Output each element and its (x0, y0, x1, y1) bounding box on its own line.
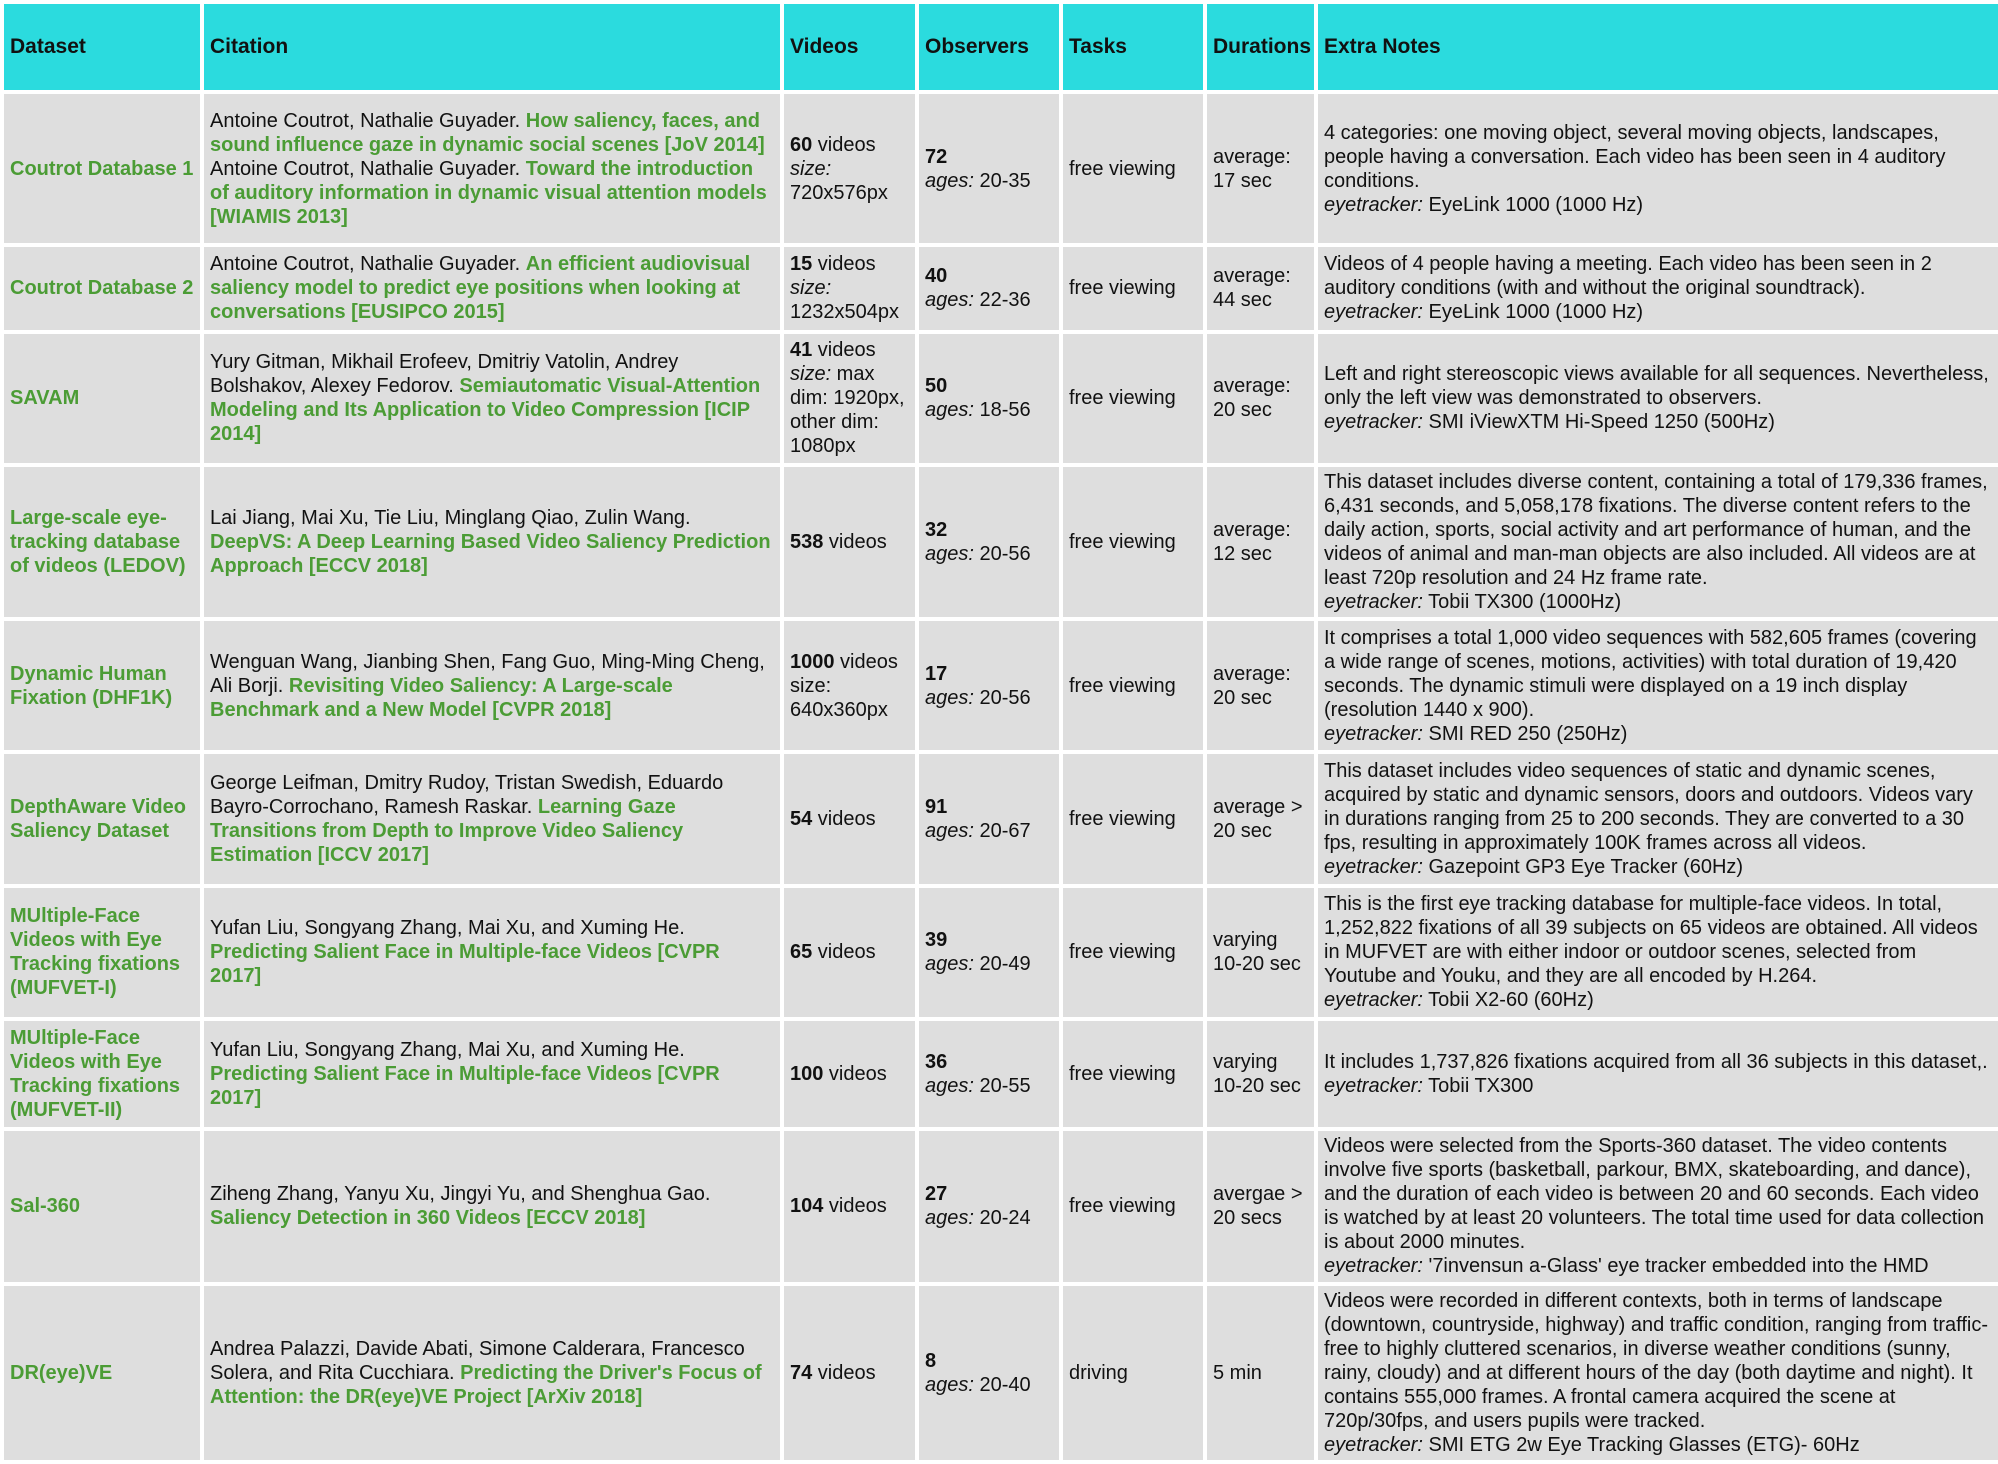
task-cell: free viewing (1063, 754, 1203, 883)
video-size-label: size: (790, 157, 832, 180)
extra-notes-cell (1318, 467, 1998, 617)
task-cell: free viewing (1063, 888, 1203, 1017)
task-cell: free viewing (1063, 247, 1203, 329)
task-cell: free viewing (1063, 94, 1203, 243)
video-count: 74 (790, 1361, 813, 1384)
table-row (4, 1286, 1998, 1460)
observer-ages-label: ages: (925, 820, 974, 843)
video-size-label: size: (790, 363, 832, 386)
citation-paper-link[interactable]: Predicting Salient Face in Multiple-face Videos [CVPR 2017] (210, 1063, 720, 1110)
table-row (4, 334, 1998, 463)
video-count: 100 (790, 1063, 824, 1086)
eyetracker-label: eyetracker: (1324, 722, 1423, 745)
duration-cell: varying 10-20 sec (1207, 1021, 1314, 1127)
observer-ages-value: 20-56 (973, 542, 1031, 565)
observer-ages-line (925, 169, 1053, 193)
observer-ages-line (925, 819, 1053, 843)
extra-notes-cell (1318, 888, 1998, 1017)
videos-cell (784, 94, 915, 243)
notes-text: It includes 1,737,826 fixations acquired from all 36 subjects in this dataset,. (1324, 1051, 1988, 1074)
observer-ages-line (925, 398, 1053, 422)
citation-entry (210, 252, 774, 324)
observer-count: 50 (925, 375, 948, 398)
citation-paper-link[interactable]: Saliency Detection in 360 Videos [ECCV 2018] (210, 1207, 646, 1230)
citation-cell (204, 334, 780, 463)
eyetracker-value: SMI iViewXTM Hi-Speed 1250 (500Hz) (1422, 411, 1775, 434)
observer-count: 39 (925, 929, 948, 952)
video-count: 41 (790, 339, 813, 362)
dataset-name-cell: Coutrot Database 2 (4, 247, 200, 329)
observers-cell (919, 621, 1059, 750)
citation-entry (210, 771, 774, 867)
video-count-unit: videos (812, 808, 876, 831)
citation-cell (204, 94, 780, 243)
extra-notes-cell (1318, 334, 1998, 463)
eyetracker-value: EyeLink 1000 (1000 Hz) (1422, 193, 1644, 216)
duration-cell: average: 12 sec (1207, 467, 1314, 617)
citation-entry (210, 1337, 774, 1409)
extra-notes-cell (1318, 621, 1998, 750)
notes-text: Left and right stereoscopic views available for all sequences. Nevertheless, only the left view was demonstrated to observers. (1324, 363, 1989, 410)
videos-cell (784, 888, 915, 1017)
duration-cell: average > 20 sec (1207, 754, 1314, 883)
notes-text: This dataset includes diverse content, containing a total of 179,336 frames, 6,431 seconds, and 5,058,178 fixations. The diverse content refers to the daily action, sports, social activity and art performance of human, and the videos of animal and man-man objects are also included. All videos are at least 720p resolution and 24 Hz frame rate. (1324, 470, 1988, 589)
observer-ages-line (925, 1206, 1053, 1230)
eyetracker-line (1324, 300, 1992, 324)
video-count-unit: videos (823, 530, 887, 553)
video-count-unit: videos (823, 1063, 887, 1086)
eyetracker-label: eyetracker: (1324, 856, 1423, 879)
observer-ages-label: ages: (925, 1373, 974, 1396)
task-cell: free viewing (1063, 467, 1203, 617)
video-size-line (790, 362, 909, 458)
eyetracker-value: EyeLink 1000 (1000 Hz) (1422, 301, 1644, 324)
citation-entry (210, 1182, 774, 1230)
video-count-unit: videos (812, 133, 876, 156)
header-extra-notes: Extra Notes (1318, 4, 1998, 90)
observers-cell (919, 467, 1059, 617)
duration-cell: average: 17 sec (1207, 94, 1314, 243)
duration-cell: varying 10-20 sec (1207, 888, 1314, 1017)
eyetracker-label: eyetracker: (1324, 301, 1423, 324)
citation-entry (210, 157, 774, 229)
observers-cell (919, 247, 1059, 329)
extra-notes-cell (1318, 1131, 1998, 1281)
video-count: 65 (790, 941, 813, 964)
table-row (4, 467, 1998, 617)
observer-ages-value: 20-55 (973, 1075, 1031, 1098)
eyetracker-line (1324, 410, 1992, 434)
observers-cell (919, 1021, 1059, 1127)
observer-count: 8 (925, 1349, 937, 1372)
video-count-unit: videos (823, 1195, 887, 1218)
video-size-line (790, 276, 909, 324)
videos-cell (784, 247, 915, 329)
citation-entry (210, 350, 774, 446)
dataset-name-cell: MUltiple-Face Videos with Eye Tracking fixations (MUFVET-II) (4, 1021, 200, 1127)
citation-authors: Wenguan Wang, Jianbing Shen, Fang Guo, Ming-Ming Cheng, Ali Borji. (210, 650, 765, 697)
observer-ages-label: ages: (925, 953, 974, 976)
task-cell: free viewing (1063, 621, 1203, 750)
video-count: 60 (790, 133, 813, 156)
citation-paper-link[interactable]: Predicting the Driver's Focus of Attention: the DR(eye)VE Project [ArXiv 2018] (210, 1361, 762, 1408)
observer-count: 91 (925, 796, 948, 819)
observer-ages-line (925, 288, 1053, 312)
citation-entry (210, 109, 774, 157)
header-observers: Observers (919, 4, 1059, 90)
citation-paper-link[interactable]: Predicting Salient Face in Multiple-face Videos [CVPR 2017] (210, 941, 720, 988)
observers-cell (919, 1286, 1059, 1460)
eyetracker-label: eyetracker: (1324, 193, 1423, 216)
observer-ages-label: ages: (925, 169, 974, 192)
citation-cell (204, 1021, 780, 1127)
dataset-name-cell: DepthAware Video Saliency Dataset (4, 754, 200, 883)
videos-cell (784, 1131, 915, 1281)
videos-cell (784, 1286, 915, 1460)
observer-ages-label: ages: (925, 686, 974, 709)
notes-text: Videos of 4 people having a meeting. Each video has been seen in 2 auditory conditions (with and without the original soundtrack). (1324, 253, 1932, 300)
header-dataset: Dataset (4, 4, 200, 90)
observer-ages-line (925, 952, 1053, 976)
eyetracker-label: eyetracker: (1324, 1255, 1423, 1278)
extra-notes-cell (1318, 754, 1998, 883)
eyetracker-value: SMI ETG 2w Eye Tracking Glasses (ETG)- 60Hz (1422, 1433, 1860, 1456)
header-durations: Durations (1207, 4, 1314, 90)
videos-cell (784, 334, 915, 463)
citation-cell (204, 888, 780, 1017)
video-count: 104 (790, 1195, 824, 1218)
notes-text: 4 categories: one moving object, several moving objects, landscapes, people having a conversation. Each video has been seen in 4 auditory conditions. (1324, 121, 1946, 192)
video-count: 1000 (790, 650, 835, 673)
citation-entry (210, 506, 774, 578)
citation-authors: Lai Jiang, Mai Xu, Tie Liu, Minglang Qiao, Zulin Wang. (210, 506, 691, 529)
citation-authors: Yufan Liu, Songyang Zhang, Mai Xu, and Xuming He. (210, 917, 685, 940)
video-size-value: max dim: 1920px, other dim: 1080px (790, 363, 905, 458)
citation-paper-link[interactable]: Learning Gaze Transitions from Depth to Improve Video Saliency Estimation [ICCV 2017] (210, 796, 684, 867)
observer-ages-value: 20-24 (973, 1207, 1031, 1230)
observer-ages-label: ages: (925, 399, 974, 422)
eyetracker-line (1324, 1074, 1992, 1098)
duration-cell: average: 44 sec (1207, 247, 1314, 329)
duration-cell: average: 20 sec (1207, 334, 1314, 463)
citation-authors: Yury Gitman, Mikhail Erofeev, Dmitriy Vatolin, Andrey Bolshakov, Alexey Fedorov. (210, 351, 679, 398)
eyetracker-line (1324, 722, 1992, 746)
citation-authors: Antoine Coutrot, Nathalie Guyader. (210, 109, 521, 132)
header-videos: Videos (784, 4, 915, 90)
observer-ages-label: ages: (925, 1075, 974, 1098)
observers-cell (919, 334, 1059, 463)
observer-ages-value: 20-56 (973, 686, 1031, 709)
observer-count: 36 (925, 1051, 948, 1074)
extra-notes-cell (1318, 1286, 1998, 1460)
videos-cell (784, 467, 915, 617)
observer-ages-label: ages: (925, 1207, 974, 1230)
observer-count: 17 (925, 662, 948, 685)
task-cell: free viewing (1063, 1021, 1203, 1127)
video-count-unit: videos (812, 941, 876, 964)
citation-cell (204, 621, 780, 750)
citation-authors: Yufan Liu, Songyang Zhang, Mai Xu, and Xuming He. (210, 1039, 685, 1062)
notes-text: This is the first eye tracking database for multiple-face videos. In total, 1,252,822 fixations of all 39 subjects on 65 videos are obtained. All videos in MUFVET are with either indoor or outdoor scenes, selected from Youtube and Youku, and they are all encoded by H.264. (1324, 893, 1978, 988)
duration-cell: average: 20 sec (1207, 621, 1314, 750)
citation-cell (204, 1131, 780, 1281)
extra-notes-cell (1318, 1021, 1998, 1127)
observer-ages-line (925, 1373, 1053, 1397)
eyetracker-label: eyetracker: (1324, 590, 1423, 613)
videos-cell (784, 1021, 915, 1127)
table-row (4, 888, 1998, 1017)
eyetracker-value: Gazepoint GP3 Eye Tracker (60Hz) (1422, 856, 1744, 879)
header-tasks: Tasks (1063, 4, 1203, 90)
citation-authors: Antoine Coutrot, Nathalie Guyader. (210, 157, 521, 180)
citation-paper-link[interactable]: How saliency, faces, and sound influence gaze in dynamic social scenes [JoV 2014] (210, 109, 765, 156)
table-row (4, 94, 1998, 243)
notes-text: This dataset includes video sequences of static and dynamic scenes, acquired by static and dynamic sensors, doors and outdoors. Videos vary in durations ranging from 25 to 200 seconds. They are converted to a 30 fps, resulting in approximately 100K frames across all videos. (1324, 760, 1973, 855)
citation-cell (204, 754, 780, 883)
eyetracker-value: SMI RED 250 (250Hz) (1422, 722, 1628, 745)
table-row (4, 1021, 1998, 1127)
eyetracker-line (1324, 1433, 1992, 1457)
observers-cell (919, 1131, 1059, 1281)
citation-paper-link[interactable]: Revisiting Video Saliency: A Large-scale Benchmark and a New Model [CVPR 2018] (210, 674, 673, 721)
observer-ages-label: ages: (925, 542, 974, 565)
table-row (4, 754, 1998, 883)
notes-text: Videos were recorded in different contexts, both in terms of landscape (downtown, countryside, highway) and traffic condition, ranging from traffic-free to highly cluttered scenarios, in diverse weather conditions (sunny, rainy, cloudy) and at different hours of the day (both daytime and night). It contains 555,000 frames. A frontal camera acquired the scene at 720p/30fps, and users pupils were tracked. (1324, 1289, 1989, 1432)
header-citation: Citation (204, 4, 780, 90)
eyetracker-value: Tobii X2-60 (60Hz) (1422, 989, 1594, 1012)
dataset-name-cell: MUltiple-Face Videos with Eye Tracking fixations (MUFVET-I) (4, 888, 200, 1017)
extra-notes-cell (1318, 94, 1998, 243)
notes-text: It comprises a total 1,000 video sequences with 582,605 frames (covering a wide range of scenes, motions, activities) with total duration of 19,420 seconds. The dynamic stimuli were displayed on a 19 inch display (resolution 1440 x 900). (1324, 626, 1977, 721)
observer-ages-value: 20-67 (973, 820, 1031, 843)
eyetracker-label: eyetracker: (1324, 1075, 1423, 1098)
video-size-line (790, 157, 909, 205)
eyetracker-value: Tobii TX300 (1422, 1075, 1534, 1098)
citation-entry (210, 1038, 774, 1110)
table-row (4, 247, 1998, 329)
dataset-name-cell: DR(eye)VE (4, 1286, 200, 1460)
video-count: 538 (790, 530, 824, 553)
eyetracker-line (1324, 855, 1992, 879)
eyetracker-line (1324, 988, 1992, 1012)
extra-notes-cell (1318, 247, 1998, 329)
citation-authors: George Leifman, Dmitry Rudoy, Tristan Swedish, Eduardo Bayro-Corrochano, Ramesh Raskar. (210, 772, 724, 819)
eyetracker-label: eyetracker: (1324, 1433, 1423, 1456)
video-size-line (790, 674, 909, 722)
eyetracker-line (1324, 590, 1992, 614)
video-size-label: size: (790, 277, 832, 300)
dataset-name-cell: Dynamic Human Fixation (DHF1K) (4, 621, 200, 750)
observers-cell (919, 754, 1059, 883)
duration-cell: avergae > 20 secs (1207, 1131, 1314, 1281)
video-size-value: 720x576px (790, 181, 888, 204)
citation-cell (204, 1286, 780, 1460)
dataset-name-cell: Sal-360 (4, 1131, 200, 1281)
observer-ages-line (925, 686, 1053, 710)
citation-authors: Andrea Palazzi, Davide Abati, Simone Calderara, Francesco Solera, and Rita Cucchiara. (210, 1337, 745, 1384)
observers-cell (919, 888, 1059, 1017)
observer-count: 32 (925, 518, 948, 541)
eyetracker-label: eyetracker: (1324, 989, 1423, 1012)
observer-count: 40 (925, 265, 948, 288)
task-cell: free viewing (1063, 1131, 1203, 1281)
video-count-unit: videos (812, 339, 876, 362)
table-row (4, 621, 1998, 750)
video-count-unit: videos (812, 1361, 876, 1384)
observer-ages-value: 20-35 (973, 169, 1031, 192)
table-row (4, 1131, 1998, 1281)
task-cell: free viewing (1063, 334, 1203, 463)
citation-paper-link[interactable]: An efficient audiovisual saliency model to predict eye positions when looking at conversations [EUSIPCO 2015] (210, 253, 751, 324)
observer-count: 72 (925, 145, 948, 168)
video-count: 54 (790, 808, 813, 831)
citation-cell (204, 467, 780, 617)
citation-authors: Antoine Coutrot, Nathalie Guyader. (210, 253, 521, 276)
observers-cell (919, 94, 1059, 243)
dataset-name-cell: SAVAM (4, 334, 200, 463)
citation-paper-link[interactable]: DeepVS: A Deep Learning Based Video Saliency Prediction Approach [ECCV 2018] (210, 530, 771, 577)
video-size-value: size: 640x360px (790, 674, 888, 721)
observer-ages-line (925, 542, 1053, 566)
eyetracker-label: eyetracker: (1324, 411, 1423, 434)
citation-entry (210, 650, 774, 722)
citation-authors: Ziheng Zhang, Yanyu Xu, Jingyi Yu, and Shenghua Gao. (210, 1183, 711, 1206)
duration-cell: 5 min (1207, 1286, 1314, 1460)
dataset-name-cell: Coutrot Database 1 (4, 94, 200, 243)
observer-ages-value: 20-49 (973, 953, 1031, 976)
observer-count: 27 (925, 1183, 948, 1206)
eyetracker-line (1324, 1254, 1992, 1278)
video-size-value: 1232x504px (790, 301, 899, 324)
table-body (4, 94, 1998, 1460)
video-count-unit: videos (812, 253, 876, 276)
notes-text: Videos were selected from the Sports-360 dataset. The video contents involve five sports (basketball, parkour, BMX, skateboarding, and dance), and the duration of each video is between 20 and 60 seconds. Each video is watched by at least 20 volunteers. The total time used for data collection is about 2000 minutes. (1324, 1135, 1984, 1254)
eyetracker-value: '7invensun a-Glass' eye tracker embedded into the HMD (1422, 1255, 1929, 1278)
video-count: 15 (790, 253, 813, 276)
task-cell: driving (1063, 1286, 1203, 1460)
citation-paper-link[interactable]: Toward the introduction of auditory information in dynamic visual attention models [WIAMIS 2013] (210, 157, 767, 228)
observer-ages-value: 22-36 (973, 289, 1031, 312)
citation-paper-link[interactable]: Semiautomatic Visual-Attention Modeling and Its Application to Video Compression [ICIP 2014] (210, 375, 761, 446)
citation-entry (210, 916, 774, 988)
dataset-name-cell: Large-scale eye-tracking database of videos (LEDOV) (4, 467, 200, 617)
videos-cell (784, 621, 915, 750)
observer-ages-value: 20-40 (973, 1373, 1031, 1396)
video-count-unit: videos (834, 650, 898, 673)
header-row (4, 4, 1998, 90)
videos-cell (784, 754, 915, 883)
citation-cell (204, 247, 780, 329)
eyetracker-line (1324, 193, 1992, 217)
observer-ages-label: ages: (925, 289, 974, 312)
observer-ages-value: 18-56 (973, 399, 1031, 422)
eyetracker-value: Tobii TX300 (1000Hz) (1422, 590, 1622, 613)
observer-ages-line (925, 1074, 1053, 1098)
